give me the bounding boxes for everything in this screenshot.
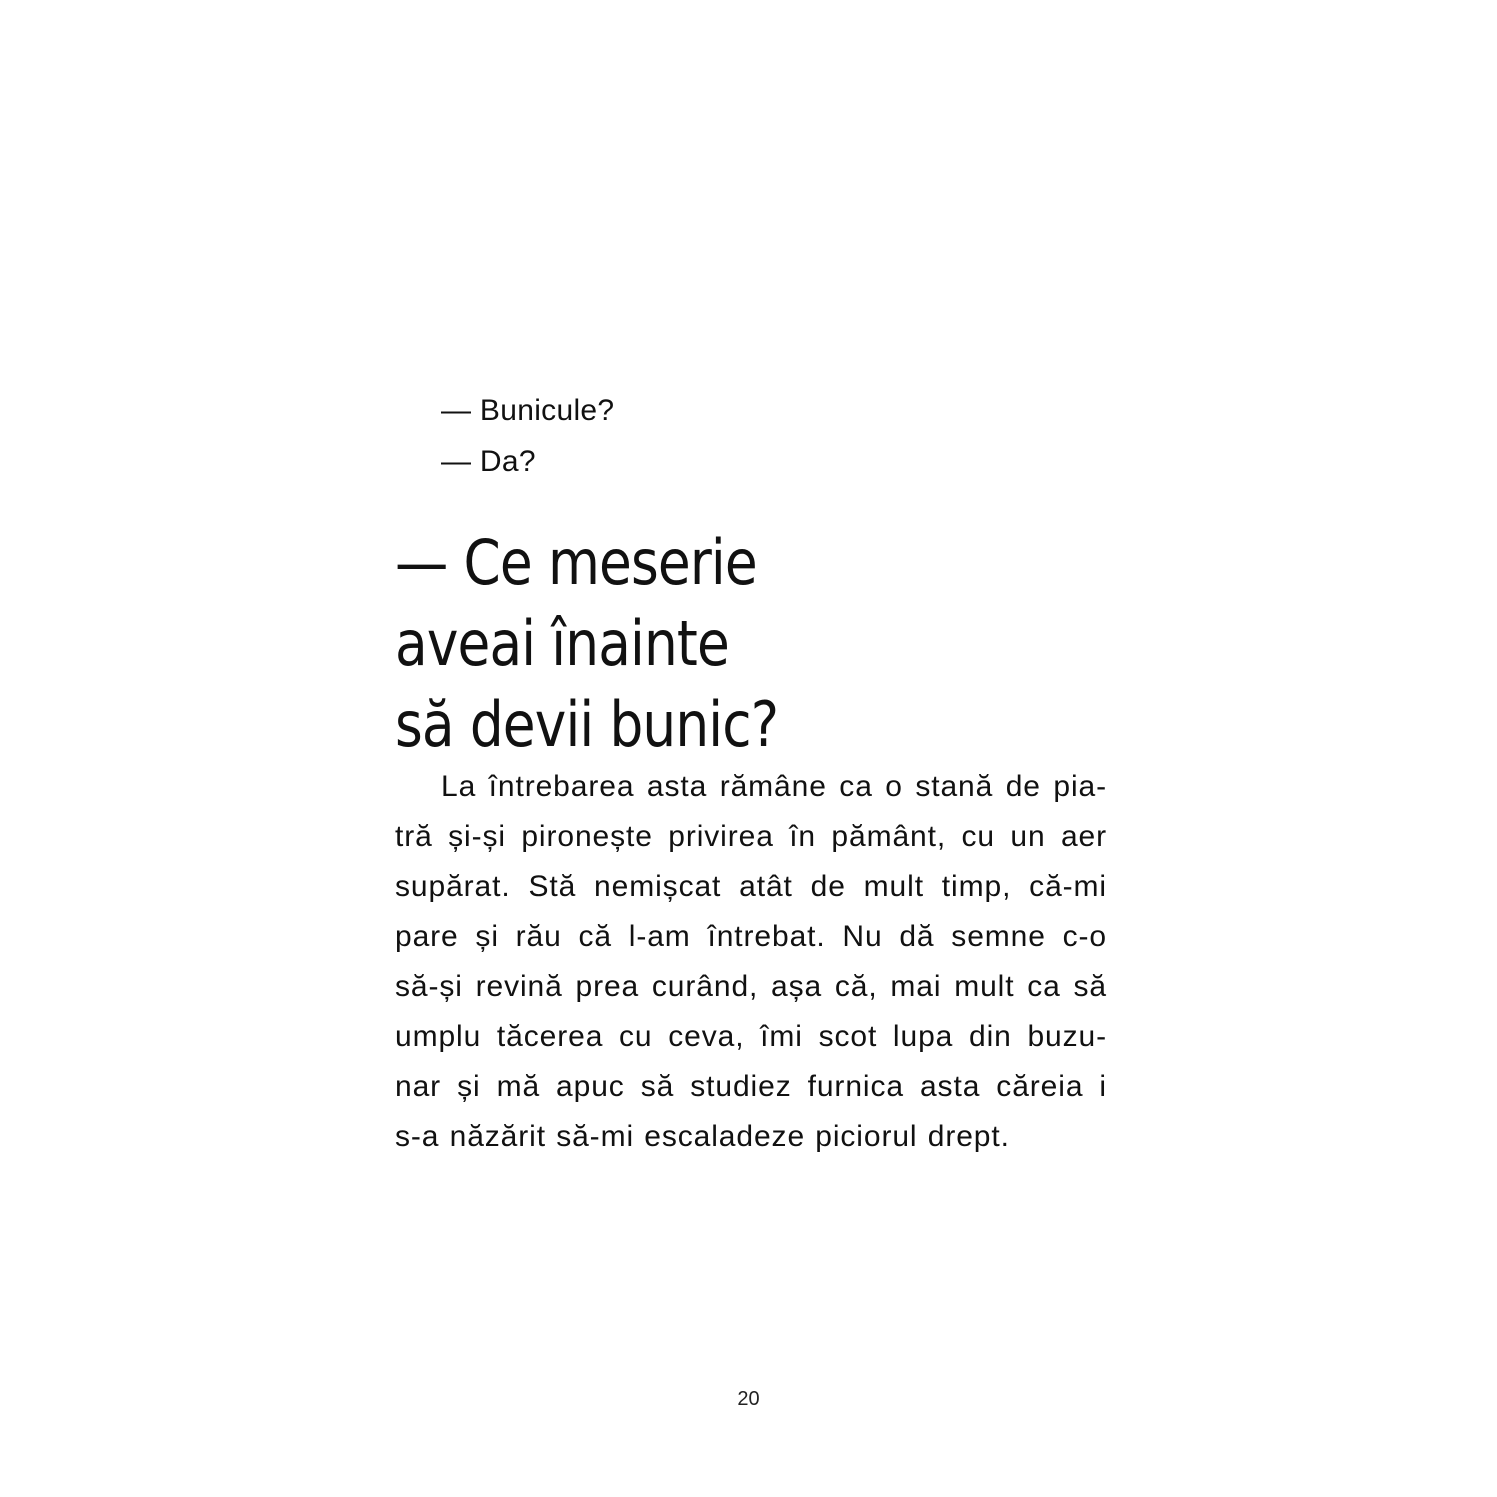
body-paragraph: [395, 765, 1107, 1165]
question-heading: [395, 522, 877, 765]
heading-line: aveai înainte: [395, 607, 729, 680]
paragraph-line: tră și-și pironește privirea în pământ, cu un aer: [395, 820, 1107, 853]
dialogue-line: — Da?: [441, 445, 536, 478]
paragraph-line: supărat. Stă nemișcat atât de mult timp, că-mi: [395, 870, 1107, 903]
paragraph-line: La întrebarea asta rămâne ca o stană de pia-: [441, 770, 1107, 803]
paragraph-line: să-și revină prea curând, așa că, mai mult ca să: [395, 970, 1107, 1003]
paragraph-line: nar și mă apuc să studiez furnica asta căreia i: [395, 1070, 1107, 1103]
dialogue-line: — Bunicule?: [441, 394, 615, 427]
page-number: 20: [737, 1388, 760, 1410]
heading-line: să devii bunic?: [395, 688, 779, 761]
paragraph-line: s-a năzărit să-mi escaladeze piciorul drept.: [395, 1120, 1010, 1153]
paragraph-line: pare și rău că l-am întrebat. Nu dă semne c-o: [395, 920, 1107, 953]
heading-line: — Ce meserie: [395, 526, 757, 599]
paragraph-line: umplu tăcerea cu ceva, îmi scot lupa din buzu-: [395, 1020, 1107, 1053]
